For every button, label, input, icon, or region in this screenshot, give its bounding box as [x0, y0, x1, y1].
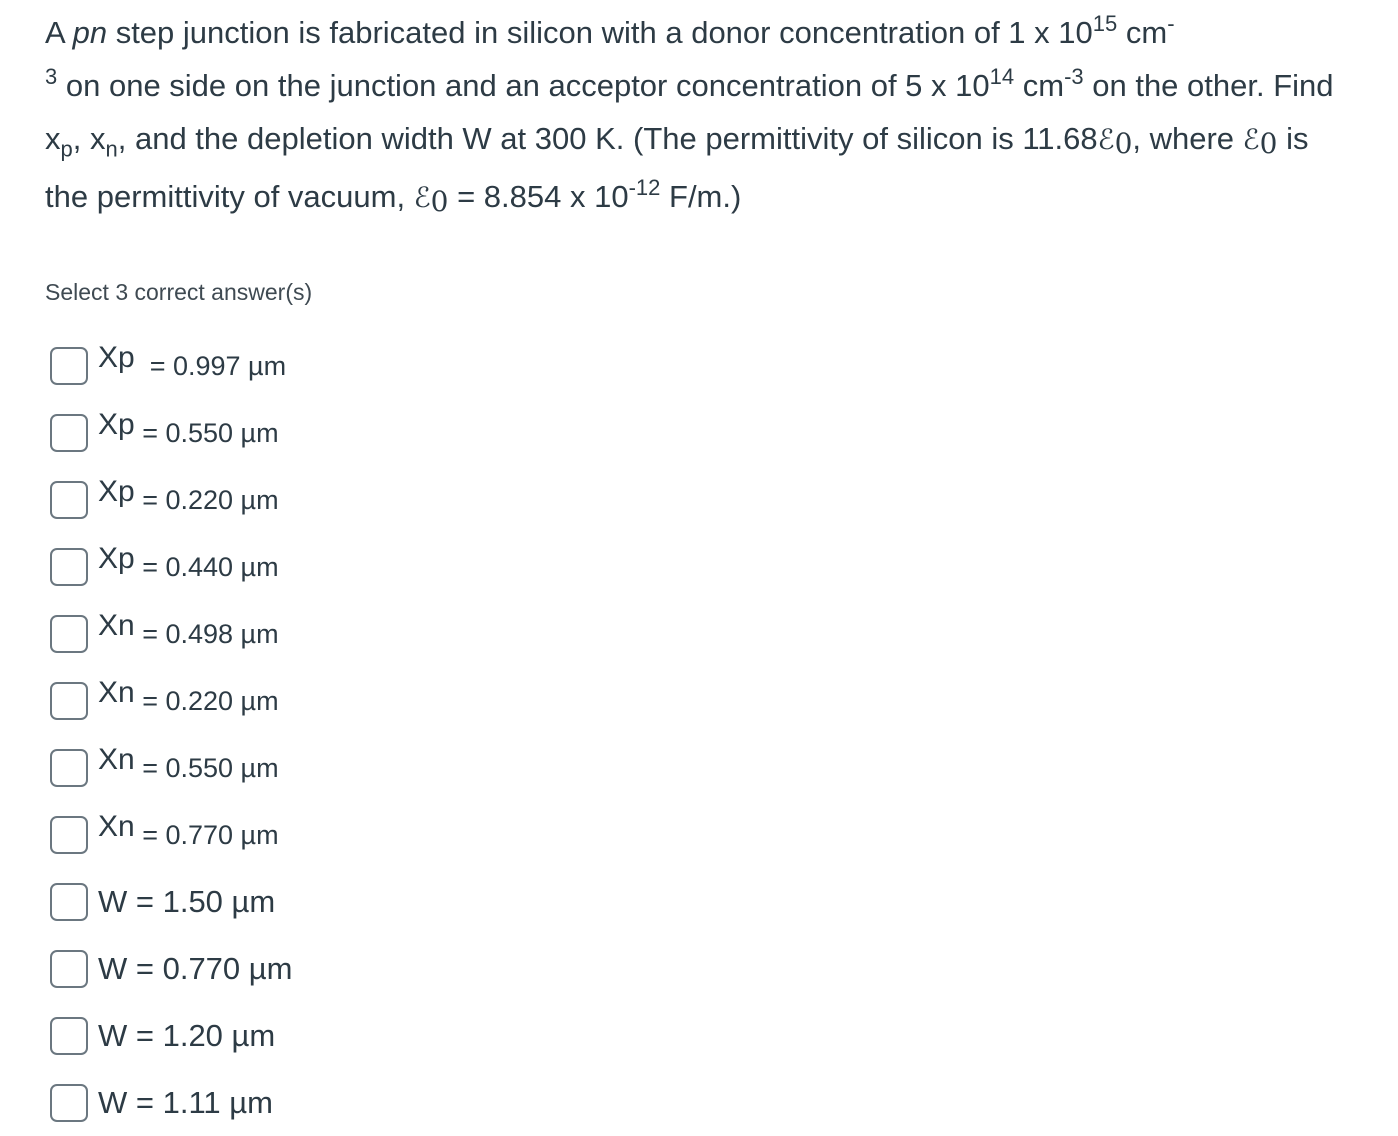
answer-option-xp-0440[interactable] [50, 533, 292, 600]
epsilon-subscript: 0 [1259, 127, 1278, 161]
answer-variable: Xn [98, 809, 135, 843]
answer-value: = 0.440 µm [134, 551, 279, 582]
answer-option-xn-0498[interactable] [50, 600, 292, 667]
answer-checkbox[interactable] [50, 682, 88, 720]
answer-checkbox[interactable] [50, 950, 88, 988]
question-fragment: on the other. Find x [45, 68, 1334, 156]
answer-checkbox[interactable] [50, 414, 88, 452]
answer-checkbox[interactable] [50, 1084, 88, 1122]
question-fragment: , where [1132, 121, 1243, 156]
answer-list [50, 332, 292, 1136]
answer-variable: Xn [98, 742, 135, 776]
answer-option-xn-0550[interactable] [50, 734, 292, 801]
answer-option-xn-0770[interactable] [50, 801, 292, 868]
answer-option-xn-0220[interactable] [50, 667, 292, 734]
answer-checkbox[interactable] [50, 615, 88, 653]
answer-variable: Xp [98, 340, 135, 374]
answer-option-w-150[interactable] [50, 868, 292, 935]
epsilon-symbol: ℰ [1242, 123, 1260, 156]
answer-label [98, 541, 279, 584]
answer-value: = 0.498 µm [134, 618, 279, 649]
answer-checkbox[interactable] [50, 1017, 88, 1055]
answer-value: = 0.220 µm [134, 484, 279, 515]
question-fragment: , and the depletion width W at 300 K. (The permittivity of silicon is 11.68 [117, 121, 1098, 156]
permittivity-exponent: -12 [628, 175, 661, 201]
answer-label: W = 1.20 µm [98, 1017, 276, 1053]
unit-exponent-continued: 3 [45, 63, 58, 89]
question-fragment: step junction is fabricated in silicon with a donor concentration of 1 x 10 [107, 15, 1093, 50]
epsilon-subscript: 0 [1114, 127, 1133, 161]
answer-option-w-120[interactable] [50, 1002, 292, 1069]
answer-checkbox[interactable] [50, 548, 88, 586]
answer-instruction: Select 3 correct answer(s) [45, 279, 313, 305]
answer-label: W = 0.770 µm [98, 950, 293, 986]
answer-label [98, 407, 279, 450]
acceptor-exponent: 14 [989, 63, 1015, 89]
answer-variable: Xp [98, 407, 135, 441]
answer-label [98, 742, 279, 785]
unit-exponent: - [1167, 10, 1175, 36]
answer-value: = 0.550 µm [134, 417, 279, 448]
answer-value: = 0.770 µm [134, 819, 279, 850]
answer-variable: Xn [98, 608, 135, 642]
answer-label: W = 1.50 µm [98, 883, 276, 919]
subscript-n: n [105, 136, 118, 162]
epsilon-symbol: ℰ [413, 181, 431, 215]
answer-value: = 0.550 µm [134, 752, 279, 783]
answer-option-xp-0550[interactable] [50, 399, 292, 466]
answer-label [98, 340, 287, 383]
donor-exponent: 15 [1092, 10, 1118, 36]
answer-label: W = 1.11 µm [98, 1084, 273, 1120]
answer-value: = 0.220 µm [134, 685, 279, 716]
epsilon-symbol: ℰ [1097, 123, 1115, 156]
answer-option-xp-0997[interactable] [50, 332, 292, 399]
answer-checkbox[interactable] [50, 749, 88, 787]
answer-checkbox[interactable] [50, 883, 88, 921]
epsilon-subscript: 0 [430, 185, 449, 219]
answer-checkbox[interactable] [50, 816, 88, 854]
answer-label [98, 474, 279, 517]
question-fragment: , x [72, 121, 106, 156]
answer-label [98, 608, 279, 651]
question-pn-italic: pn [72, 15, 108, 50]
question-text [45, 6, 1335, 228]
question-fragment: F/m.) [660, 179, 742, 215]
question-fragment: on one side on the junction and an acceptor concentration of 5 x 10 [57, 68, 990, 103]
question-fragment: is the permittivity of vacuum, [45, 121, 1309, 215]
subscript-p: p [60, 136, 73, 162]
question-fragment: cm [1117, 15, 1168, 50]
question-fragment: cm [1014, 68, 1065, 103]
question-fragment: A [45, 15, 73, 50]
answer-checkbox[interactable] [50, 347, 88, 385]
answer-option-w-0770[interactable] [50, 935, 292, 1002]
unit-exponent: -3 [1064, 63, 1084, 89]
answer-checkbox[interactable] [50, 481, 88, 519]
answer-label [98, 675, 279, 718]
answer-option-w-111[interactable] [50, 1069, 292, 1136]
question-fragment: = 8.854 x 10 [448, 179, 629, 215]
answer-value: = 0.997 µm [134, 350, 287, 381]
answer-variable: Xp [98, 541, 135, 575]
answer-variable: Xp [98, 474, 135, 508]
answer-option-xp-0220[interactable] [50, 466, 292, 533]
answer-label [98, 809, 279, 852]
answer-variable: Xn [98, 675, 135, 709]
